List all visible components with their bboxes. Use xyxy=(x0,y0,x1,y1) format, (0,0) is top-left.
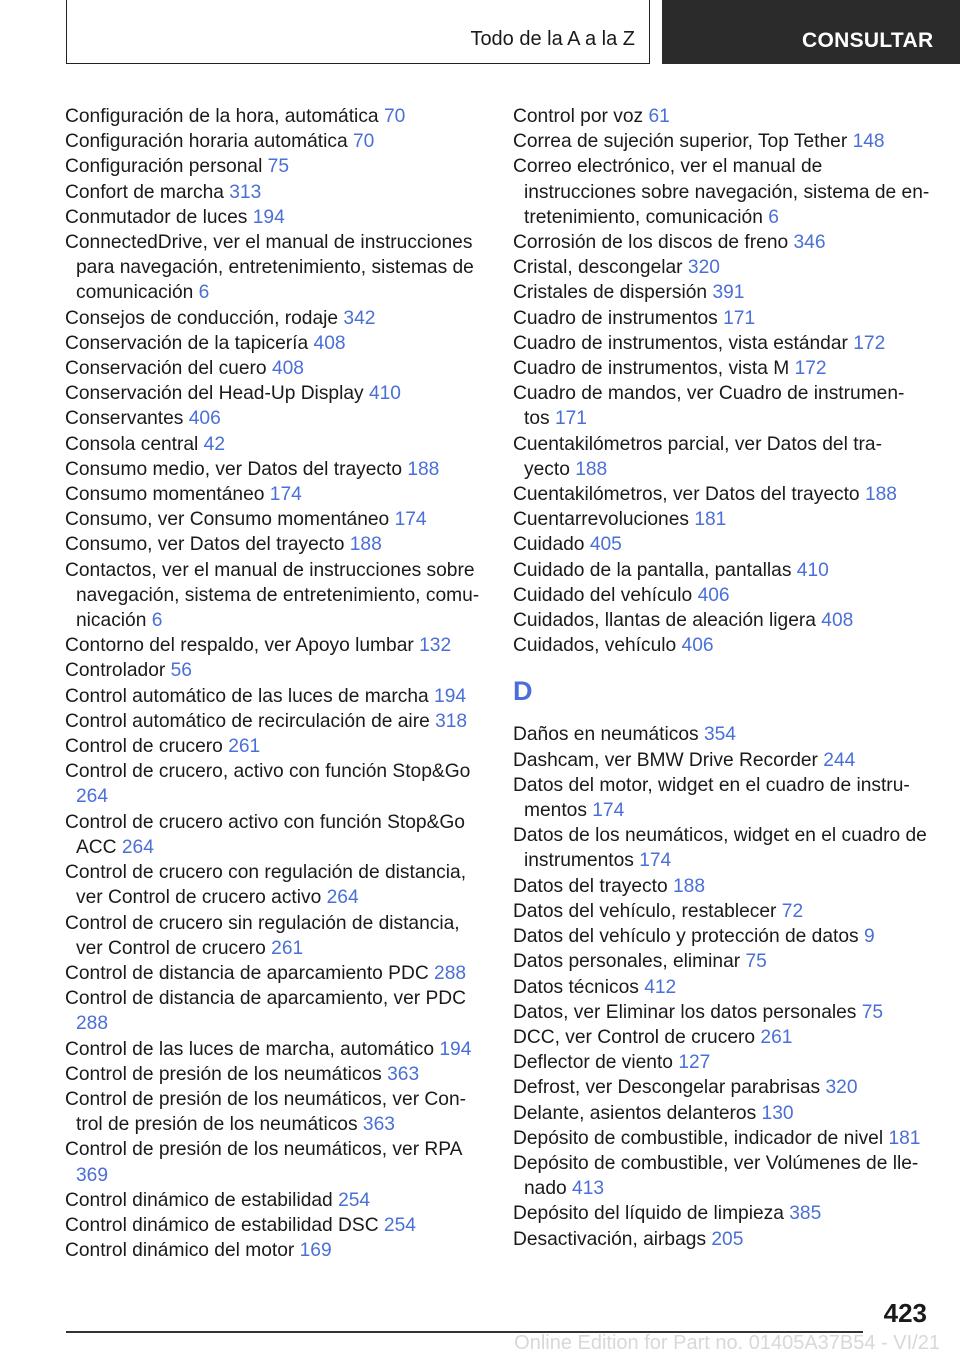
index-group-c xyxy=(513,104,933,658)
index-entry-page-link[interactable]: 413 xyxy=(572,1178,605,1200)
index-entry-text: Control automático de recirculación de aire xyxy=(65,710,430,732)
index-entry-text: Cuidado de la pantalla, pantallas xyxy=(513,559,792,581)
index-entry-page-link[interactable]: 363 xyxy=(362,1114,395,1136)
index-entry xyxy=(513,331,933,356)
index-entry-page-link[interactable]: 127 xyxy=(678,1052,711,1074)
index-entry-text: Consejos de conducción, rodaje xyxy=(65,307,339,329)
index-entry xyxy=(65,154,480,179)
index-entry-text: Corrosión de los discos de freno xyxy=(513,232,789,254)
index-entry xyxy=(65,734,480,759)
index-entry xyxy=(65,1087,480,1137)
index-entry-page-link[interactable]: 205 xyxy=(711,1228,744,1250)
index-entry xyxy=(65,381,480,406)
index-entry-text: Cristales de dispersión xyxy=(513,282,708,304)
index-entry xyxy=(65,356,480,381)
index-entry-page-link[interactable]: 261 xyxy=(228,736,261,758)
index-entry xyxy=(65,532,480,557)
header-section-tab[interactable] xyxy=(662,0,960,64)
index-entry-page-link[interactable]: 406 xyxy=(681,635,714,657)
index-entry-text: Desactivación, airbags xyxy=(513,1228,707,1250)
index-entry-text: Cuentakilómetros, ver Datos del trayecto xyxy=(513,484,860,506)
index-entry xyxy=(513,924,933,949)
index-entry-page-link[interactable]: 130 xyxy=(761,1102,794,1124)
index-entry-text: DCC, ver Control de crucero xyxy=(513,1026,756,1048)
index-entry-page-link[interactable]: 174 xyxy=(269,484,302,506)
index-entry-text: Depósito del líquido de limpieza xyxy=(513,1203,784,1225)
index-entry-text: Datos del vehículo, restablecer xyxy=(513,900,777,922)
index-entry-text: Conmutador de luces xyxy=(65,206,248,228)
index-entry xyxy=(513,1227,933,1252)
header-tab-label[interactable]: Todo de la A a la Z xyxy=(470,28,635,50)
index-entry-text: Delante, asientos delanteros xyxy=(513,1102,757,1124)
index-entry xyxy=(513,1000,933,1025)
index-entry-page-link[interactable]: 194 xyxy=(434,685,467,707)
index-entry xyxy=(65,810,480,860)
index-entry-page-link[interactable]: 261 xyxy=(271,937,304,959)
index-entry xyxy=(65,1188,480,1213)
index-entry-page-link[interactable]: 254 xyxy=(338,1189,371,1211)
index-entry-page-link[interactable]: 172 xyxy=(794,358,827,380)
index-entry-text: Control de presión de los neumáticos, ver RPA xyxy=(65,1139,462,1161)
index-entry-text: Conservación de la tapicería xyxy=(65,332,309,354)
index-entry-page-link[interactable]: 320 xyxy=(687,257,720,279)
index-entry-text: Consumo medio, ver Datos del trayecto xyxy=(65,458,402,480)
index-entry-page-link[interactable]: 412 xyxy=(644,976,677,998)
index-entry-text: Consumo, ver Datos del trayecto xyxy=(65,534,345,556)
index-entry-text: Control de crucero activo con función Stop&Go ACC xyxy=(65,811,465,858)
footer-edition-text: Online Edition for Part no. 01405A37B54 - VI/21 xyxy=(514,1332,940,1354)
index-entry xyxy=(65,230,480,306)
index-entry-text: Cuidados, vehículo xyxy=(513,635,677,657)
index-entry-text: Control automático de las luces de marcha xyxy=(65,685,429,707)
index-entry-page-link[interactable]: 406 xyxy=(697,584,730,606)
index-entry xyxy=(513,129,933,154)
index-entry-text: Conservación del cuero xyxy=(65,358,267,380)
index-entry xyxy=(513,1126,933,1151)
index-entry xyxy=(513,748,933,773)
index-entry xyxy=(513,1101,933,1126)
index-entry xyxy=(65,331,480,356)
index-entry-text: Cuidado xyxy=(513,534,585,556)
index-entry-page-link[interactable]: 369 xyxy=(76,1164,109,1186)
index-entry xyxy=(513,722,933,747)
index-entry-text: ConnectedDrive, ver el manual de instrucciones para navegación, entretenimiento, sistemas de comunicación xyxy=(65,232,474,304)
index-entry xyxy=(513,558,933,583)
index-entry xyxy=(513,899,933,924)
index-entry-page-link[interactable]: 181 xyxy=(694,509,727,531)
index-entry xyxy=(513,823,933,873)
index-entry xyxy=(65,860,480,910)
index-column-left xyxy=(65,104,480,1263)
header-section-label: CONSULTAR xyxy=(802,29,934,52)
index-entry-page-link[interactable]: 354 xyxy=(703,724,736,746)
index-group-d xyxy=(513,722,933,1251)
index-entry-page-link[interactable]: 72 xyxy=(781,900,804,922)
index-entry-text: Configuración de la hora, automática xyxy=(65,106,379,127)
index-entry-page-link[interactable]: 408 xyxy=(821,610,854,632)
index-entry-page-link[interactable]: 9 xyxy=(863,926,875,948)
index-entry xyxy=(513,356,933,381)
index-entry xyxy=(513,230,933,255)
index-entry-text: Control de crucero sin regulación de distancia, ver Control de crucero xyxy=(65,912,460,959)
index-entry-page-link[interactable]: 172 xyxy=(853,332,886,354)
index-entry-page-link[interactable]: 391 xyxy=(712,282,745,304)
index-entry xyxy=(513,583,933,608)
index-entry-text: Confort de marcha xyxy=(65,181,224,203)
index-entry-text: Cuadro de instrumentos, vista estándar xyxy=(513,332,848,354)
index-entry-page-link[interactable]: 188 xyxy=(673,875,706,897)
index-entry xyxy=(513,975,933,1000)
index-entry xyxy=(65,457,480,482)
index-entry-text: Cuadro de instrumentos xyxy=(513,307,718,329)
index-entry-page-link[interactable]: 171 xyxy=(554,408,587,430)
index-entry xyxy=(513,255,933,280)
index-entry-page-link[interactable]: 410 xyxy=(368,383,401,405)
index-entry-text: Cuentarrevoluciones xyxy=(513,509,689,531)
index-entry xyxy=(513,1151,933,1201)
index-entry xyxy=(65,482,480,507)
index-entry-text: Control de crucero xyxy=(65,736,223,758)
index-entry-page-link[interactable]: 385 xyxy=(789,1203,822,1225)
index-entry-text: Contactos, ver el manual de instrucciones sobre navegación, sistema de entretenimiento, comu- nicación xyxy=(65,559,480,632)
index-entry-text: Cuidados, llantas de aleación ligera xyxy=(513,610,816,632)
index-entry-page-link[interactable]: 42 xyxy=(203,433,226,455)
index-entry-text: Conservación del Head-Up Display xyxy=(65,383,364,405)
index-entry xyxy=(513,949,933,974)
index-entry xyxy=(65,1062,480,1087)
index-entry-page-link[interactable]: 171 xyxy=(723,307,756,329)
index-entry-page-link[interactable]: 6 xyxy=(768,206,779,228)
index-entry-page-link[interactable]: 288 xyxy=(76,1013,109,1035)
index-entry xyxy=(513,532,933,557)
index-entry-text: Control de presión de los neumáticos xyxy=(65,1063,382,1085)
index-entry xyxy=(65,1037,480,1062)
index-entry-page-link[interactable]: 75 xyxy=(267,156,290,178)
index-entry xyxy=(513,432,933,482)
index-entry-text: Consumo momentáneo xyxy=(65,484,265,506)
index-entry xyxy=(513,1075,933,1100)
index-entry xyxy=(513,1025,933,1050)
index-entry-text: Cuadro de instrumentos, vista M xyxy=(513,358,790,380)
index-entry-page-link[interactable]: 261 xyxy=(760,1026,793,1048)
index-entry-page-link[interactable]: 318 xyxy=(435,710,468,732)
index-entry-text: Configuración personal xyxy=(65,156,263,178)
index-entry xyxy=(513,154,933,230)
index-entry-text: Control dinámico de estabilidad xyxy=(65,1189,333,1211)
index-entry-page-link[interactable]: 188 xyxy=(407,458,440,480)
index-entry-page-link[interactable]: 61 xyxy=(648,106,670,127)
index-entry-text: Correo electrónico, ver el manual de instrucciones sobre navegación, sistema de en- tretenimiento, comunicación xyxy=(513,156,930,228)
page-header xyxy=(0,0,960,66)
section-letter-d: D xyxy=(513,676,533,707)
index-entry-page-link[interactable]: 408 xyxy=(271,358,304,380)
index-entry-page-link[interactable]: 264 xyxy=(121,836,154,858)
index-entry xyxy=(513,608,933,633)
index-entry-page-link[interactable]: 254 xyxy=(383,1214,416,1236)
index-entry-page-link[interactable]: 181 xyxy=(888,1127,921,1149)
index-entry-text: Control de crucero con regulación de distancia, ver Control de crucero activo xyxy=(65,862,467,909)
index-entry xyxy=(65,759,480,809)
index-entry-text: Datos personales, eliminar xyxy=(513,951,741,973)
index-entry-page-link[interactable]: 169 xyxy=(299,1240,332,1262)
index-entry xyxy=(513,874,933,899)
index-entry-text: Datos del motor, widget en el cuadro de instru- mentos xyxy=(513,774,910,822)
index-entry-page-link[interactable]: 70 xyxy=(383,106,406,127)
index-entry xyxy=(513,1050,933,1075)
index-entry xyxy=(65,658,480,683)
index-entry xyxy=(513,773,933,823)
index-entry xyxy=(513,104,933,129)
index-entry-page-link[interactable]: 188 xyxy=(864,484,897,506)
index-entry-page-link[interactable]: 264 xyxy=(326,887,359,909)
index-entry-text: Cuentakilómetros parcial, ver Datos del tra- yecto xyxy=(513,433,882,480)
index-entry-text: Control de distancia de aparcamiento PDC xyxy=(65,962,429,984)
index-entry-page-link[interactable]: 6 xyxy=(151,610,163,632)
index-entry-text: Depósito de combustible, indicador de nivel xyxy=(513,1127,884,1149)
index-entry xyxy=(65,432,480,457)
index-entry xyxy=(65,1238,480,1263)
index-entry-text: Control de distancia de aparcamiento, ver PDC xyxy=(65,988,467,1010)
index-entry xyxy=(65,104,480,129)
index-entry-page-link[interactable]: 346 xyxy=(793,232,826,254)
index-entry-text: Control de crucero, activo con función Stop&Go xyxy=(65,761,471,783)
index-entry-page-link[interactable]: 174 xyxy=(394,509,427,531)
index-entry xyxy=(65,1137,480,1187)
index-entry xyxy=(65,684,480,709)
index-entry-text: Control de las luces de marcha, automático xyxy=(65,1038,435,1060)
index-entry-text: Control de presión de los neumáticos, ver Con- trol de presión de los neumáticos xyxy=(65,1088,467,1136)
index-entry-page-link[interactable]: 244 xyxy=(823,749,856,771)
index-entry xyxy=(65,205,480,230)
index-entry-text: Deflector de viento xyxy=(513,1052,673,1074)
index-entry-page-link[interactable]: 194 xyxy=(439,1038,472,1060)
index-entry-page-link[interactable]: 194 xyxy=(252,206,285,228)
index-entry xyxy=(65,306,480,331)
index-entry-page-link[interactable]: 75 xyxy=(745,951,767,973)
index-entry xyxy=(65,911,480,961)
index-entry-text: Control dinámico de estabilidad DSC xyxy=(65,1214,379,1236)
index-entry-page-link[interactable]: 288 xyxy=(434,962,467,984)
index-entry xyxy=(513,1201,933,1226)
index-entry xyxy=(65,633,480,658)
index-entry-page-link[interactable]: 56 xyxy=(170,660,192,682)
index-entry-text: Datos del trayecto xyxy=(513,875,668,897)
index-entry-text: Cristal, descongelar xyxy=(513,257,683,279)
index-entry-text: Daños en neumáticos xyxy=(513,724,699,746)
index-entry-text: Control por voz xyxy=(513,106,644,127)
index-entry-text: Controlador xyxy=(65,660,166,682)
index-entry-text: Configuración horaria automática xyxy=(65,131,348,153)
index-entry-page-link[interactable]: 264 xyxy=(76,786,109,808)
index-entry-text: Consumo, ver Consumo momentáneo xyxy=(65,509,390,531)
index-entry-page-link[interactable]: 148 xyxy=(852,131,885,153)
index-entry-text: Datos, ver Eliminar los datos personales xyxy=(513,1001,857,1023)
index-entry xyxy=(65,180,480,205)
index-entry-page-link[interactable]: 75 xyxy=(861,1001,884,1023)
index-entry-page-link[interactable]: 410 xyxy=(796,559,829,581)
header-tab-box xyxy=(66,0,650,64)
index-entry-page-link[interactable]: 188 xyxy=(349,534,382,556)
index-entry xyxy=(513,507,933,532)
index-entry-text: Datos del vehículo y protección de datos xyxy=(513,926,859,948)
index-entry xyxy=(65,507,480,532)
index-entry xyxy=(513,381,933,431)
index-entry-page-link[interactable]: 405 xyxy=(589,534,622,556)
index-entry-text: Depósito de combustible, ver Volúmenes de lle- nado xyxy=(513,1152,919,1200)
index-column-right xyxy=(513,104,933,1252)
index-entry-page-link[interactable]: 188 xyxy=(575,458,608,480)
index-entry-page-link[interactable]: 320 xyxy=(825,1077,858,1099)
index-entry xyxy=(65,1213,480,1238)
index-entry xyxy=(513,280,933,305)
index-entry-text: Contorno del respaldo, ver Apoyo lumbar xyxy=(65,635,414,657)
index-entry-page-link[interactable]: 132 xyxy=(419,635,452,657)
index-entry-page-link[interactable]: 70 xyxy=(353,131,375,153)
index-entry-text: Correa de sujeción superior, Top Tether xyxy=(513,131,848,153)
index-entry-text: Datos técnicos xyxy=(513,976,639,998)
index-entry-text: Dashcam, ver BMW Drive Recorder xyxy=(513,749,818,771)
index-entry xyxy=(65,129,480,154)
index-entry-text: Cuadro de mandos, ver Cuadro de instrumen- tos xyxy=(513,383,905,430)
index-entry-page-link[interactable]: 408 xyxy=(313,332,346,354)
index-entry xyxy=(65,961,480,986)
index-entry xyxy=(65,709,480,734)
index-entry-text: Conservantes xyxy=(65,408,184,430)
index-entry xyxy=(65,986,480,1036)
index-entry-page-link[interactable]: 313 xyxy=(229,181,262,203)
index-entry-text: Datos de los neumáticos, widget en el cuadro de instrumentos xyxy=(513,825,927,872)
index-entry xyxy=(65,406,480,431)
index-entry xyxy=(65,558,480,634)
index-entry-page-link[interactable]: 6 xyxy=(198,282,210,304)
index-entry-text: Control dinámico del motor xyxy=(65,1240,295,1262)
index-entry-page-link[interactable]: 174 xyxy=(592,800,625,822)
index-entry-text: Consola central xyxy=(65,433,199,455)
index-entry-page-link[interactable]: 342 xyxy=(343,307,376,329)
index-entry-text: Defrost, ver Descongelar parabrisas xyxy=(513,1077,821,1099)
index-entry-page-link[interactable]: 174 xyxy=(639,850,672,872)
index-entry xyxy=(513,306,933,331)
index-entry-page-link[interactable]: 363 xyxy=(387,1063,420,1085)
page-number: 423 xyxy=(883,1298,927,1328)
index-entry-page-link[interactable]: 406 xyxy=(188,408,221,430)
index-entry xyxy=(513,482,933,507)
index-entry-text: Cuidado del vehículo xyxy=(513,584,693,606)
index-entry xyxy=(513,633,933,658)
